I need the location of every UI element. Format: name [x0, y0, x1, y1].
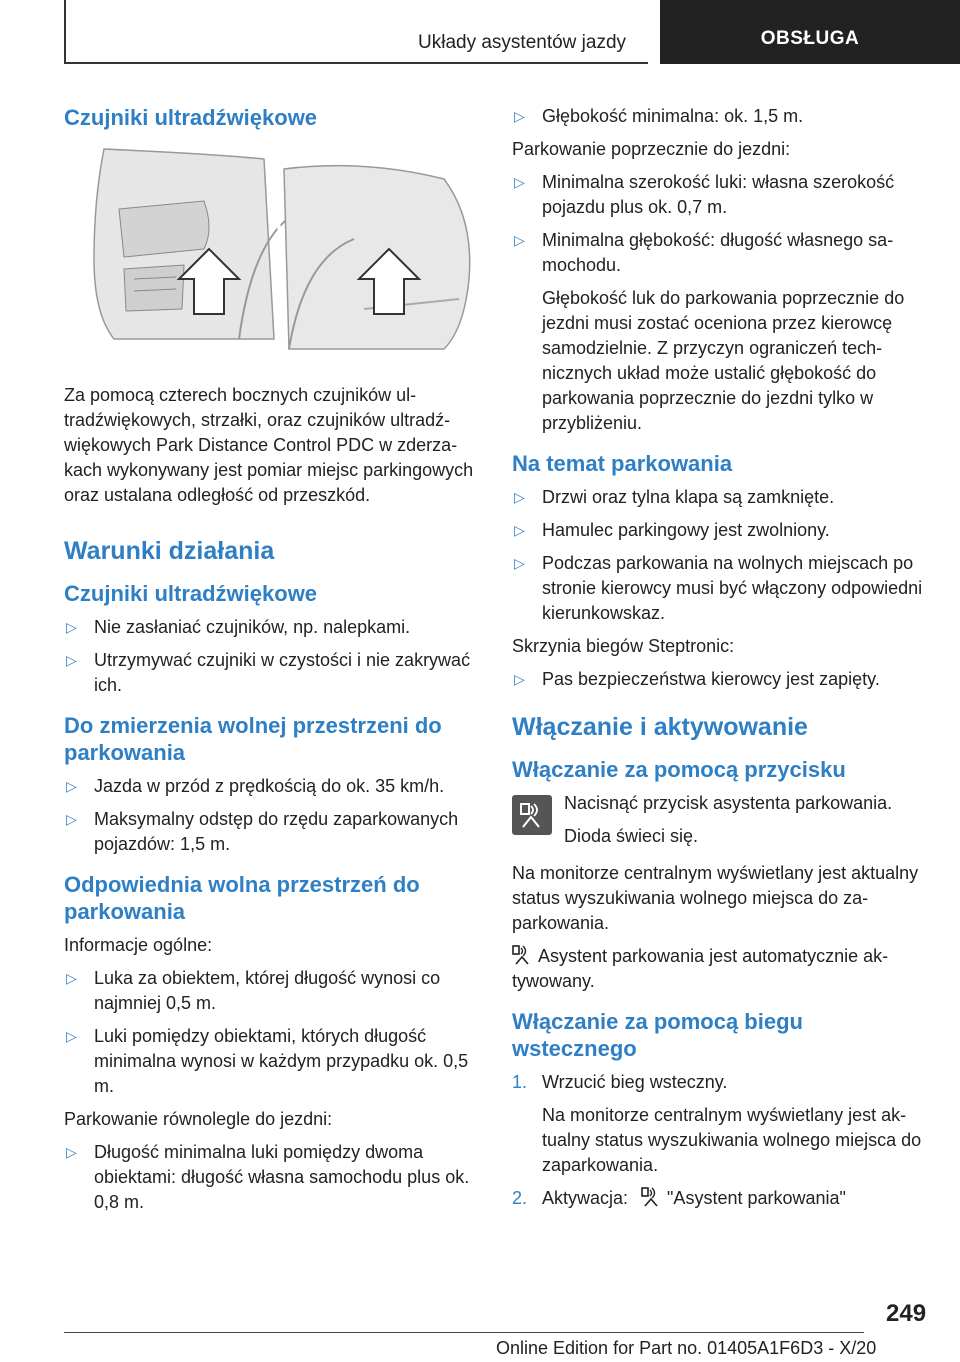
- right-column: [512, 96, 932, 1219]
- bullet-triangle-icon: ▷: [66, 970, 77, 986]
- list-item: ▷ Długość minimalna luki pomiędzy dwoma obiektami: długość własna samochodu plus ok. 0,8 m.: [66, 1142, 470, 1212]
- chapter-tab: OBSŁUGA: [660, 0, 960, 64]
- auto-activation-text: Asystent parkowania jest automatycznie aktywowany.: [512, 946, 889, 991]
- heading-about-parking: Na temat parkowania: [512, 451, 733, 476]
- heading-ultrasonic-sensors: Czujniki ultradźwiękowe: [64, 105, 318, 130]
- bullet-triangle-icon: ▷: [514, 522, 525, 538]
- general-info: Informacje ogólne:: [64, 935, 213, 955]
- heading-measure-space: Do zmierzenia wolnej przestrzeni do parkowania: [64, 713, 442, 765]
- step-item: 2. Aktywacja: "Asystent parkowania": [512, 1188, 846, 1208]
- bullet-triangle-icon: ▷: [66, 1028, 77, 1044]
- heading-reverse-gear: Włączanie za pomocą biegu wstecznego: [512, 1009, 803, 1061]
- park-assist-button-icon: [512, 795, 552, 835]
- park-assist-icon: [641, 1187, 661, 1207]
- list-item: ▷ Utrzymywać czujniki w czystości i nie zakrywać ich.: [66, 650, 471, 695]
- list-item: ▷ Nie zasłaniać czujników, np. nalepkami.: [64, 615, 484, 640]
- button-instruction: [512, 791, 932, 851]
- bullet-triangle-icon: ▷: [514, 671, 525, 687]
- heading-ultrasonic-sensors-2: Czujniki ultradźwiękowe: [64, 581, 318, 606]
- bullet-triangle-icon: ▷: [514, 232, 525, 248]
- sensor-illustration: [64, 139, 484, 369]
- list-item: ▷ Maksymalny odstęp do rzędu zaparkowanych pojazdów: 1,5 m.: [66, 809, 459, 854]
- footer-rule: [64, 1332, 864, 1333]
- parallel-parking-label: Parkowanie równolegle do jezdni:: [64, 1109, 333, 1129]
- list-item: ▷ Hamulec parkingowy jest zwolniony.: [512, 518, 932, 543]
- list-item: ▷ Podczas parkowania na wolnych miejscach po stronie kierowcy musi być włączony odpowiedni kierunkowskaz.: [514, 553, 923, 623]
- list-item: ▷ Drzwi oraz tylna klapa są zamknięte.: [512, 485, 932, 510]
- sensors-description: Za pomocą czterech bocznych czujników ultradźwiękowych, strzałki, oraz czujników ultradźwiękowych Park Distance Control PDC w zderzakach wykonywany jest pomiar miejsc parkingowych oraz ustalana odległość od przeszkód.: [64, 385, 474, 505]
- bullet-triangle-icon: ▷: [66, 619, 77, 635]
- monitor-status-text: Na monitorze centralnym wyświetlany jest aktualny status wyszukiwania wolnego miejsca do zaparkowania.: [512, 863, 919, 933]
- bullet-triangle-icon: ▷: [514, 489, 525, 505]
- heading-operating-conditions: Warunki działania: [64, 537, 275, 565]
- bullet-triangle-icon: ▷: [514, 174, 525, 190]
- list-item: ▷ Minimalna szerokość luki: własna szerokość pojazdu plus ok. 0,7 m.: [514, 172, 895, 217]
- park-assist-icon: [512, 945, 532, 965]
- bullet-triangle-icon: ▷: [66, 652, 77, 668]
- perpendicular-parking-label: Parkowanie poprzecznie do jezdni:: [512, 139, 791, 159]
- bullet-triangle-icon: ▷: [66, 1144, 77, 1160]
- header-rule-vertical: [64, 0, 66, 64]
- button-step-2: Dioda świeci się.: [564, 826, 699, 846]
- left-column: [64, 96, 484, 1223]
- section-title: Układy asystentów jazdy: [418, 32, 627, 53]
- bullet-triangle-icon: ▷: [514, 555, 525, 571]
- list-item: ▷ Pas bezpieczeństwa kierowcy jest zapięty.: [512, 667, 932, 692]
- perpendicular-note: Głębokość luk do parkowania poprzecznie do jezdni musi zostać oceniona przez kierowcę samodzielnie. Z przyczyn ograniczeń technicznych układ może ustalić głębokość do parkowania poprzecznie do jezdni tylko w przybliżeniu.: [542, 288, 905, 433]
- list-item: ▷ Luki pomiędzy obiektami, których długość minimalna wynosi w każdym przypadku ok. 0,5 m.: [66, 1026, 469, 1096]
- steptronic-label: Skrzynia biegów Steptronic:: [512, 636, 735, 656]
- heading-activation: Włączanie i aktywowanie: [512, 713, 808, 741]
- heading-activation-button: Włączanie za pomocą przycisku: [512, 757, 846, 782]
- list-item: ▷ Minimalna głębokość: długość własnego samochodu.: [514, 230, 894, 275]
- reverse-note: Na monitorze centralnym wyświetlany jest aktualny status wyszukiwania wolnego miejsca do zaparkowania.: [542, 1105, 922, 1175]
- edition-note: Online Edition for Part no. 01405A1F6D3 - X/20: [496, 1338, 877, 1358]
- button-step-1: Nacisnąć przycisk asystenta parkowania.: [564, 793, 893, 813]
- header-rule: [64, 62, 648, 64]
- step-item: 1. Wrzucić bieg wsteczny.: [512, 1072, 728, 1092]
- bullet-triangle-icon: ▷: [66, 811, 77, 827]
- bullet-triangle-icon: ▷: [514, 108, 525, 124]
- bullet-triangle-icon: ▷: [66, 778, 77, 794]
- page-number: 249: [886, 1300, 927, 1327]
- list-item: ▷ Jazda w przód z prędkością do ok. 35 km/h.: [64, 774, 484, 799]
- list-item: ▷ Luka za obiektem, której długość wynosi co najmniej 0,5 m.: [66, 968, 441, 1013]
- list-item: ▷ Głębokość minimalna: ok. 1,5 m.: [512, 104, 932, 129]
- heading-suitable-space: Odpowiednia wolna przestrzeń do parkowania: [64, 872, 420, 924]
